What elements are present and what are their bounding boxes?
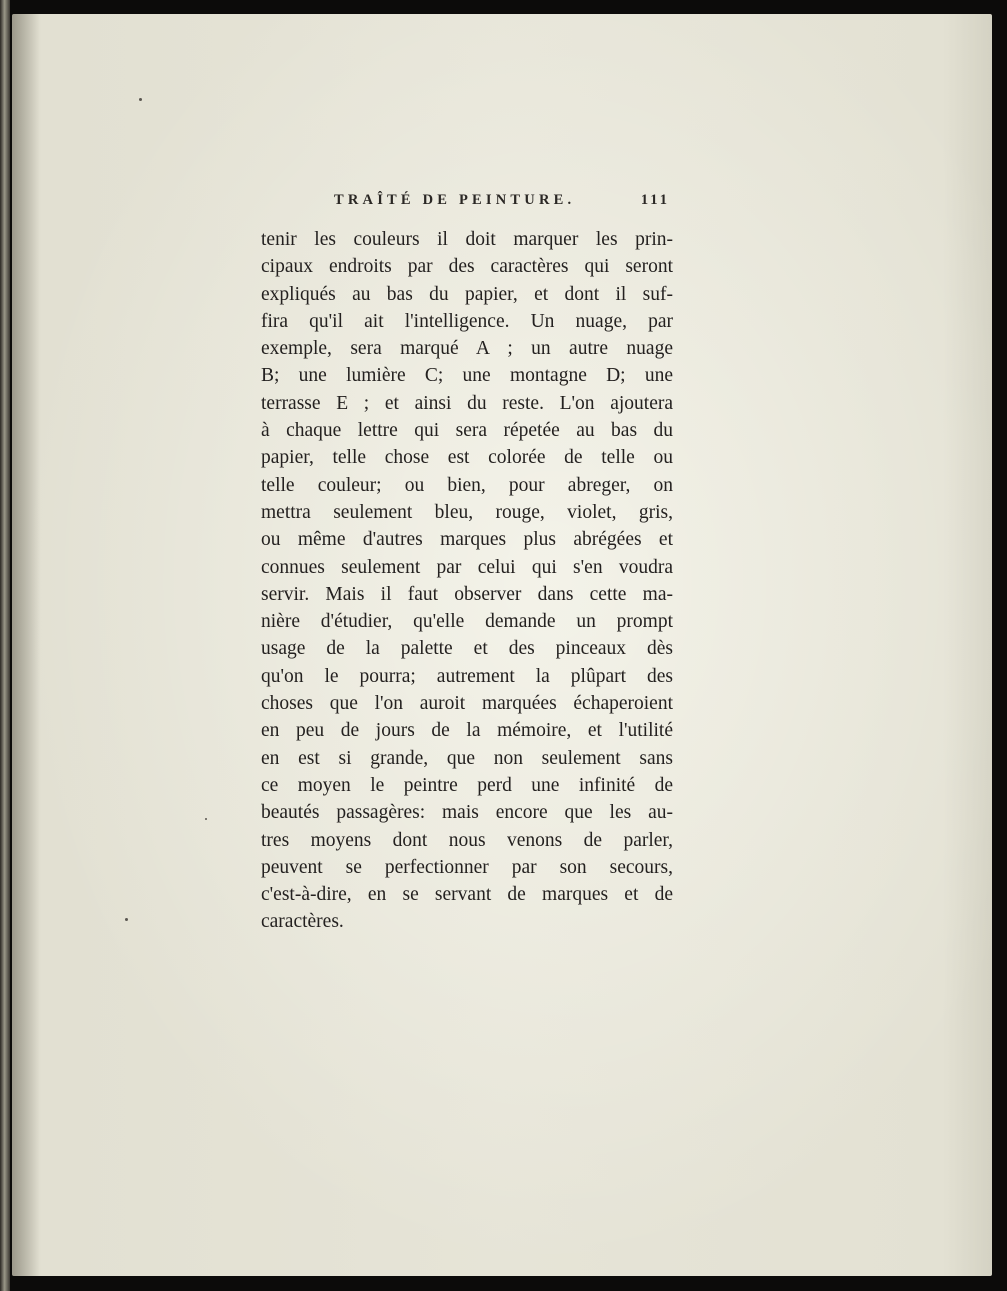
text-line: expliqués au bas du papier, et dont il suf- bbox=[261, 283, 673, 305]
text-line: papier, telle chose est colorée de telle ou bbox=[261, 447, 673, 469]
book-page bbox=[12, 14, 992, 1276]
paper-speck bbox=[205, 818, 207, 820]
text-line: en est si grande, que non seulement sans bbox=[261, 747, 673, 769]
text-line: connues seulement par celui qui s'en voudra bbox=[261, 556, 673, 578]
text-line: c'est-à-dire, en se servant de marques et de bbox=[261, 884, 673, 906]
running-header bbox=[260, 190, 670, 218]
text-line: peuvent se perfectionner par son secours, bbox=[261, 856, 673, 878]
text-line: servir. Mais il faut observer dans cette ma- bbox=[261, 583, 673, 605]
text-line: usage de la palette et des pinceaux dès bbox=[261, 638, 673, 660]
text-line: mettra seulement bleu, rouge, violet, gris, bbox=[261, 501, 673, 523]
gutter-shadow bbox=[12, 14, 40, 1276]
book-binding-edge bbox=[0, 0, 10, 1291]
text-line: nière d'étudier, qu'elle demande un prompt bbox=[261, 611, 673, 633]
paper-speck bbox=[139, 98, 142, 101]
text-line: en peu de jours de la mémoire, et l'utilité bbox=[261, 720, 673, 742]
text-line: cipaux endroits par des caractères qui seront bbox=[261, 256, 673, 278]
text-line: fira qu'il ait l'intelligence. Un nuage, par bbox=[261, 310, 673, 332]
text-line: à chaque lettre qui sera répetée au bas du bbox=[261, 420, 673, 442]
text-line: beautés passagères: mais encore que les au- bbox=[261, 802, 673, 824]
body-text bbox=[261, 226, 673, 936]
text-line: terrasse E ; et ainsi du reste. L'on ajoutera bbox=[261, 392, 673, 414]
page-number: 111 bbox=[640, 192, 670, 208]
text-line: tres moyens dont nous venons de parler, bbox=[261, 829, 673, 851]
text-line: choses que l'on auroit marquées échaperoient bbox=[261, 693, 673, 715]
running-title: TRAÎTÉ DE PEINTURE. bbox=[334, 192, 576, 208]
text-line: caractères. bbox=[261, 911, 344, 933]
text-line: exemple, sera marqué A ; un autre nuage bbox=[261, 338, 673, 360]
text-line: telle couleur; ou bien, pour abreger, on bbox=[261, 474, 673, 496]
text-line: ou même d'autres marques plus abrégées et bbox=[261, 529, 673, 551]
text-line: B; une lumière C; une montagne D; une bbox=[261, 365, 673, 387]
text-line: tenir les couleurs il doit marquer les prin- bbox=[261, 229, 673, 250]
text-line: qu'on le pourra; autrement la plûpart des bbox=[261, 665, 673, 687]
text-line: ce moyen le peintre perd une infinité de bbox=[261, 774, 673, 796]
paper-speck bbox=[125, 918, 128, 921]
